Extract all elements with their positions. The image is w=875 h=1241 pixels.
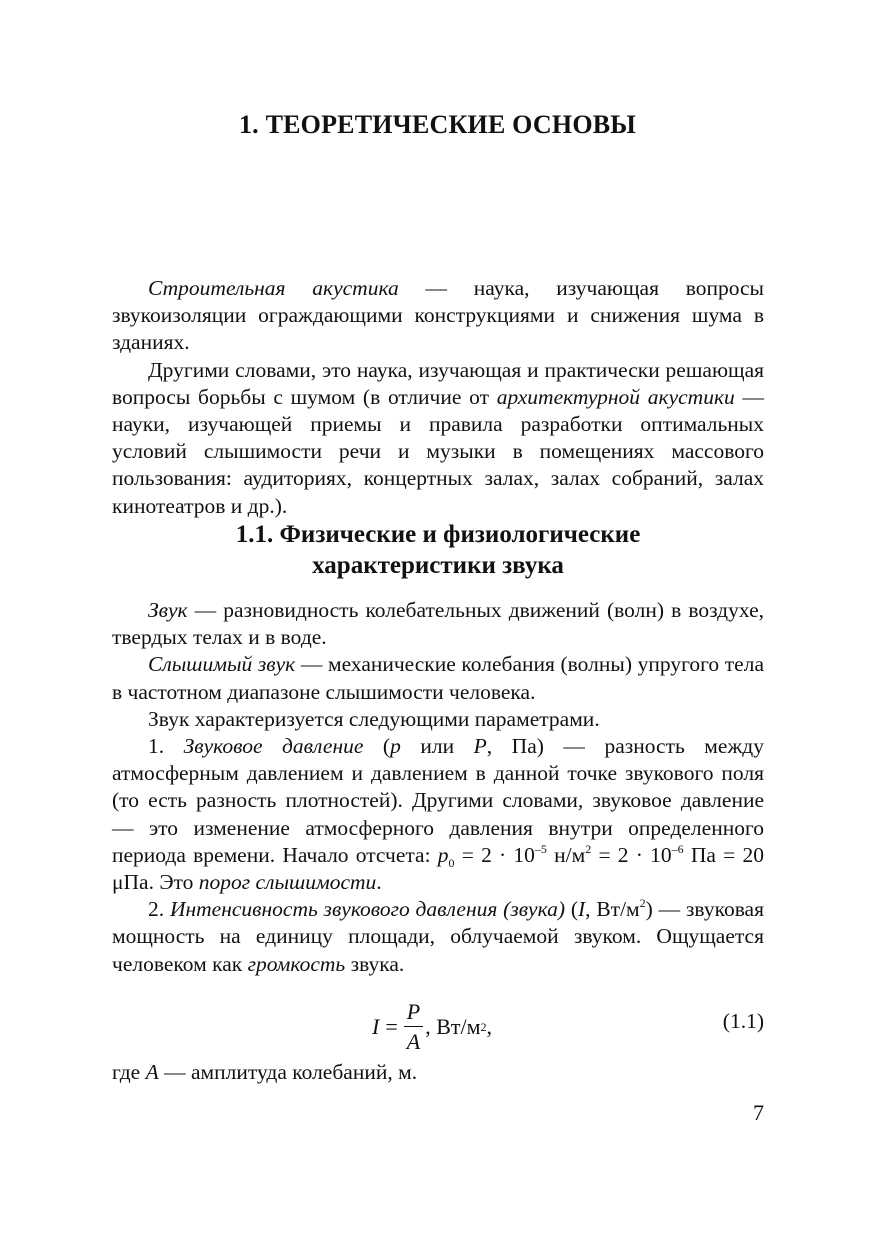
- formula-numerator: P: [404, 999, 423, 1027]
- body-paragraph-1: Звук — разновидность колебательных движений (волн) в воздухе, твердых телах и в воде.: [112, 598, 764, 650]
- term-architectural-acoustics: архитектурной акустики: [496, 384, 735, 409]
- term-loudness: громкость: [247, 951, 346, 976]
- body-paragraph-3: Звук характеризуется следующими параметрами.: [148, 706, 600, 731]
- term-audible-sound: Слышимый звук: [148, 652, 296, 677]
- formula-fraction: [404, 999, 423, 1056]
- intro-text: [112, 275, 764, 520]
- term-sound-pressure: Звуковое давление: [183, 734, 364, 759]
- term-building-acoustics: Строительная акустика: [148, 276, 399, 300]
- section-body: [112, 597, 764, 978]
- term-sound: Звук: [148, 598, 188, 622]
- body-paragraph-2: Слышимый звук — механические колебания (волны) упругого тела в частотном диапазоне слышимости человека.: [112, 652, 764, 704]
- formula-number: (1.1): [722, 1009, 764, 1033]
- formula-intensity: I = $\frac{P}{A}$ , Вт/м 2 ,: [372, 998, 493, 1054]
- formula-units: , Вт/м: [425, 1014, 481, 1039]
- section-title: 1.1. Физические и физиологические характеристики звука: [235, 521, 641, 579]
- term-hearing-threshold: порог слышимости: [198, 870, 377, 895]
- body-paragraph-5: 2. Интенсивность звукового давления (звука) (I, $Вт/м^2$) — звуковая мощность на единицу площади, облучаемой звуком. Ощущается человеком как громкость звука.: [112, 896, 764, 976]
- page-number: 7: [753, 1100, 764, 1125]
- formula-lhs: I: [372, 1014, 380, 1039]
- body-paragraph-4: 1. Звуковое давление (p или P, Па) — разность между атмосферным давлением и давлением в данной точке звукового поля (то есть разность плотностей). Другими словами, звуковое давление — это изменение атмосферного давления внутри определенного периода времени. Начало отсчета: $p_0 = 2 \cdot 10^{-5}$ $н/м^2 = 2 \cdot 10^{-6}$ Па = 20 μПа. Это порог слышимости.: [112, 734, 764, 895]
- formula-equals: =: [385, 1014, 398, 1039]
- intro-paragraph-1: Строительная акустика — наука, изучающая вопросы звукоизоляции ограждающими конструкциями и снижения шума в зданиях.: [112, 276, 765, 355]
- chapter-title: 1. ТЕОРЕТИЧЕСКИЕ ОСНОВЫ: [238, 110, 637, 139]
- intro-paragraph-2: Другими словами, это наука, изучающая и практически решающая вопросы борьбы с шумом (в отличие от архитектурной акустики — науки, изучающей приемы и правила разработки оптимальных условий слышимости речи и музыки в помещениях массового пользования: аудиториях, концертных залах, залах собраний, залах кинотеатров и др.).: [112, 357, 764, 518]
- formula-explanation: где A — амплитуда колебаний, м.: [112, 1060, 418, 1084]
- term-sound-intensity: Интенсивность звукового давления (звука): [169, 897, 566, 922]
- formula-denominator: A: [406, 1028, 421, 1054]
